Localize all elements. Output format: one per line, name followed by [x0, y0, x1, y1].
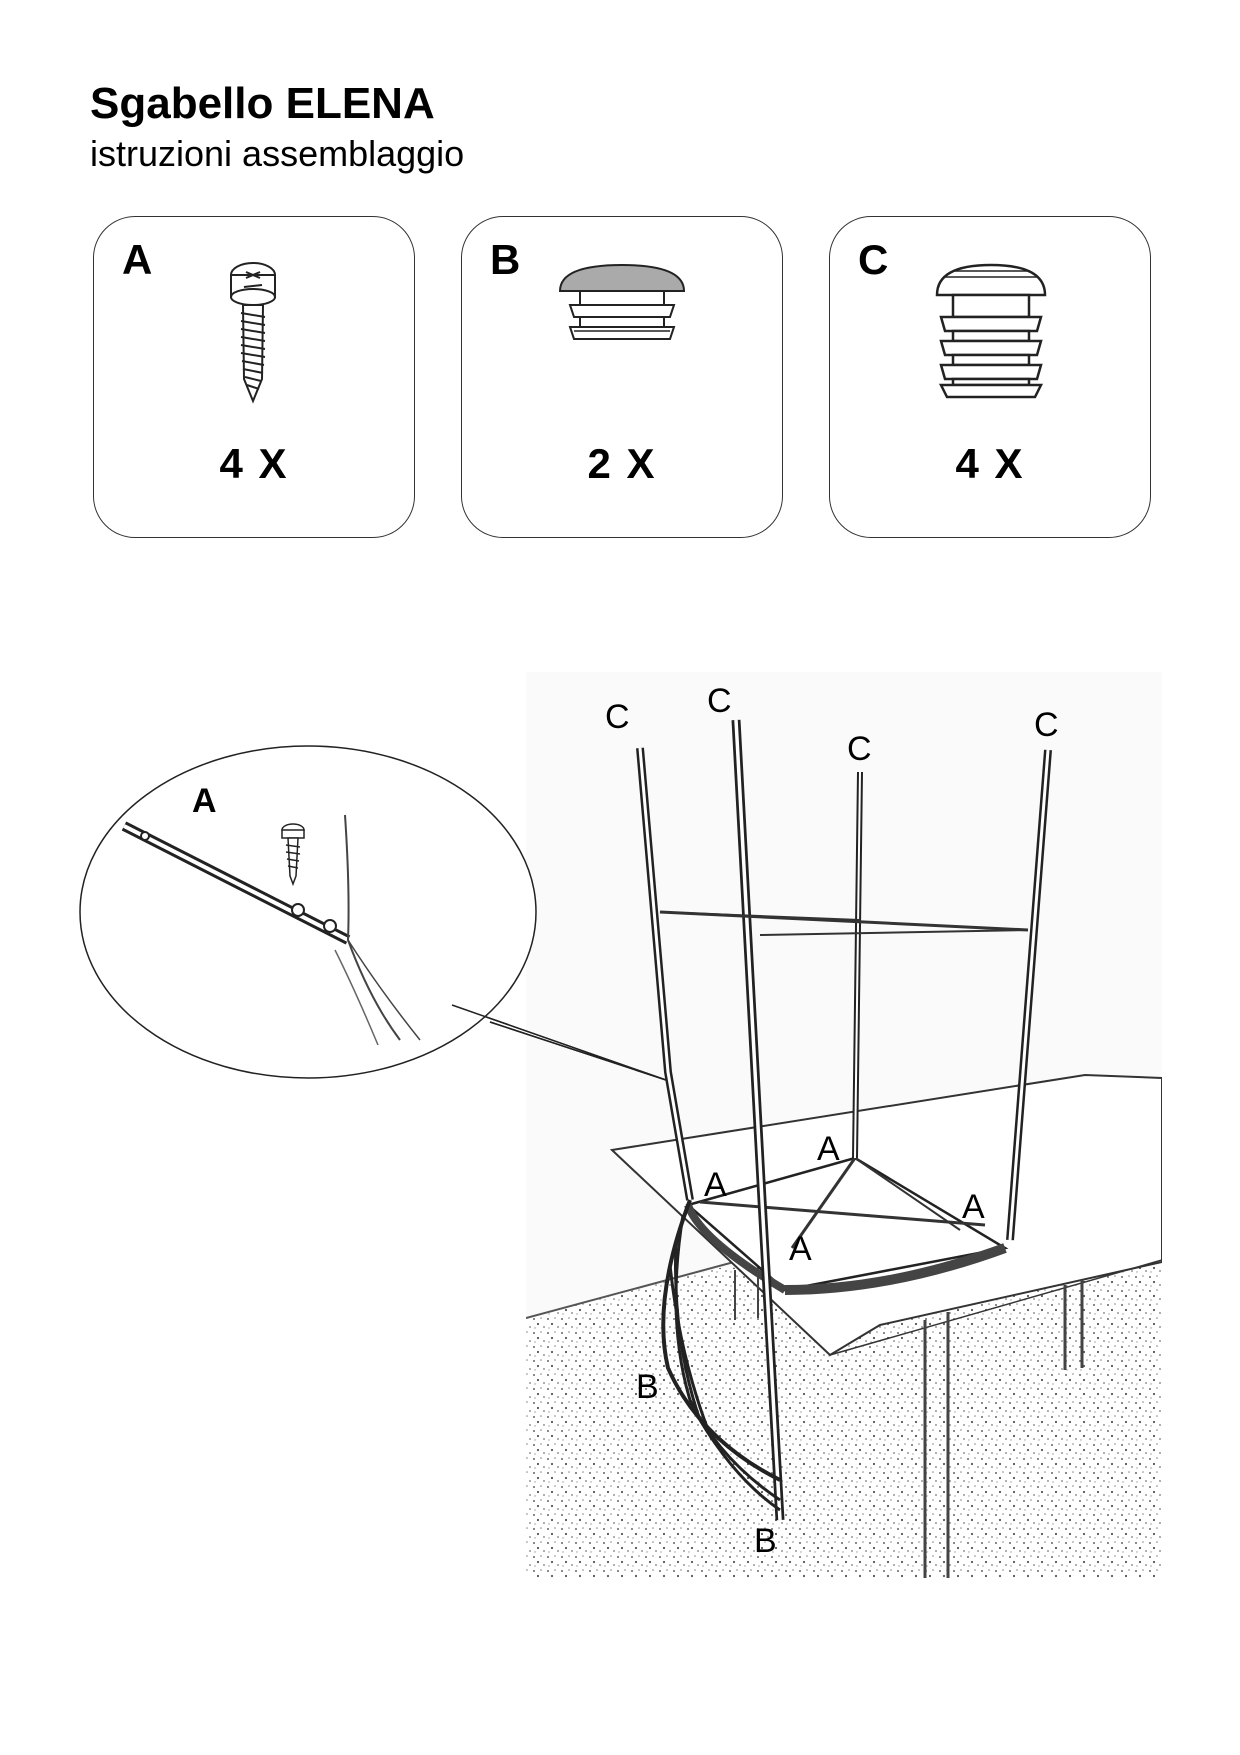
label-a: A — [789, 1230, 812, 1268]
label-a: A — [704, 1166, 727, 1204]
label-c: C — [707, 682, 732, 720]
page-subtitle: istruzioni assemblaggio — [90, 133, 465, 174]
label-b: B — [754, 1522, 777, 1560]
part-letter: C — [858, 236, 889, 283]
detail-callout — [80, 746, 536, 1078]
detail-label: A — [192, 782, 217, 820]
part-quantity: 4 X — [955, 440, 1025, 487]
page-title: Sgabello ELENA — [90, 79, 435, 128]
part-letter: A — [122, 236, 153, 283]
label-c: C — [847, 730, 872, 768]
label-a: A — [817, 1130, 840, 1168]
label-c: C — [605, 698, 630, 736]
label-a: A — [962, 1188, 985, 1226]
label-b: B — [636, 1368, 659, 1406]
part-letter: B — [490, 236, 521, 283]
label-c: C — [1034, 706, 1059, 744]
assembly-photo — [526, 672, 1162, 1578]
part-quantity: 4 X — [219, 440, 289, 487]
part-quantity: 2 X — [587, 440, 657, 487]
